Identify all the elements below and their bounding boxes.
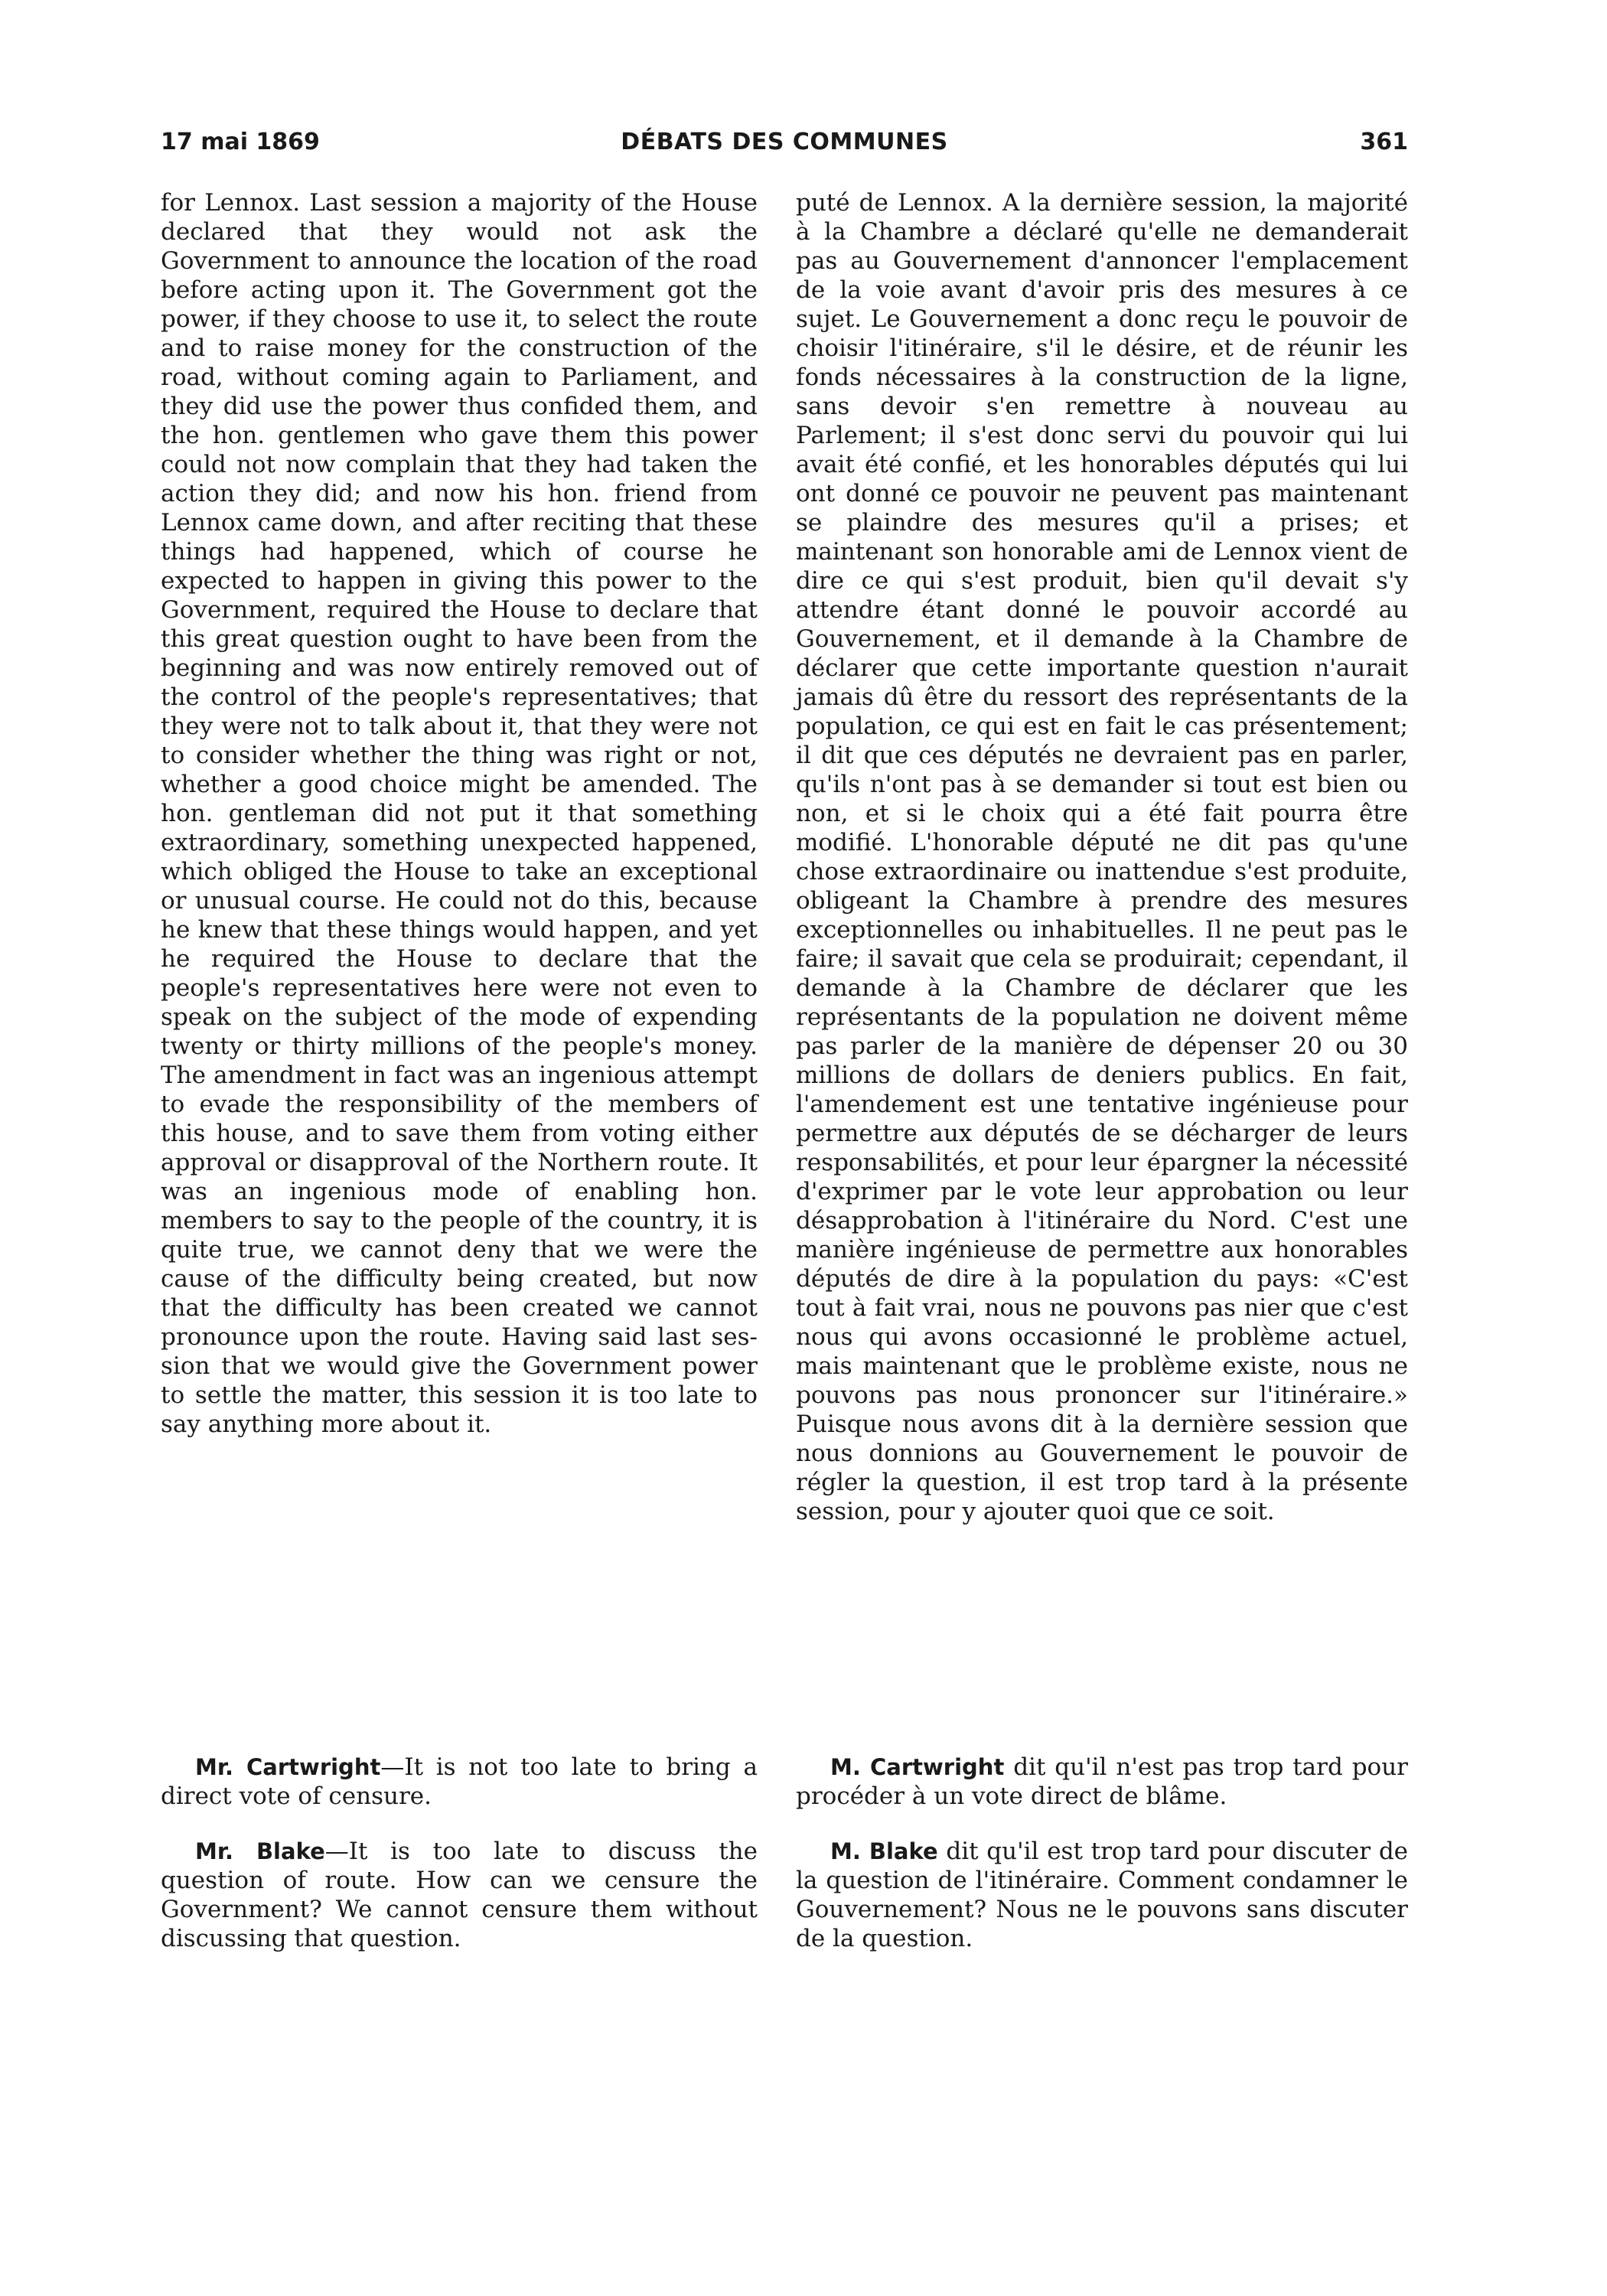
- speaker-name: Mr. Blake: [195, 1838, 325, 1864]
- page-number: 361: [1360, 129, 1408, 155]
- english-speech-blake: [161, 1837, 758, 1953]
- header-date: 17 mai 1869: [161, 129, 320, 155]
- speech-text: dit qu'il n'est pas trop tard pour procéder à un vote direct de blâme.: [796, 1753, 1409, 1810]
- speaker-name: Mr. Cartwright: [195, 1754, 381, 1780]
- french-column: [796, 188, 1408, 1526]
- french-speech-blake: [796, 1837, 1408, 1953]
- speaker-name: M. Blake: [830, 1838, 938, 1864]
- speech-text: —It is too late to discuss the question of route. How can we censure the Government? We cannot censure them without discussing that question.: [161, 1838, 758, 1952]
- english-column: [161, 188, 758, 1439]
- french-speech-cartwright: [796, 1753, 1408, 1811]
- page-header: [161, 129, 1408, 162]
- speaker-name: M. Cartwright: [830, 1754, 1005, 1780]
- speech-text: dit qu'il est trop tard pour discuter de la question de l'itinéraire. Comment condamner le Gouvernement? Nous ne le pouvons sans discuter de la question.: [796, 1838, 1409, 1952]
- french-paragraph: puté de Lennox. A la dernière session, la majorité à la Chambre a déclaré qu'elle ne demanderait pas au Gouvernement d'annoncer l'emplacement de la voie avant d'avoir pris des mesures à ce sujet. Le Gouvernement a donc reçu le pouvoir de choisir l'itinéraire, s'il le désire, et de réunir les fonds nécessaires à la construction de la ligne, sans devoir s'en remettre à nouveau au Parlement; il s'est donc servi du pouvoir qui lui avait été confié, et les honorables députés qui lui ont donné ce pouvoir ne peuvent pas maintenant se plaindre des mesures qu'il a prises; et maintenant son honorable ami de Lennox vient de dire ce qui s'est produit, bien qu'il devait s'y attendre étant donné le pouvoir accordé au Gouvernement, et il demande à la Chambre de déclarer que cette importante question n'aurait jamais dû être du ressort des représentants de la population, ce qui est en fait le cas présentement; il dit que ces députés ne devraient pas en parler, qu'ils n'ont pas à se demander si tout est bien ou non, et si le choix qui a été fait pourra être modifié. L'honorable député ne dit pas qu'une chose extraordinaire ou inattendue s'est produite, obligeant la Chambre à prendre des mesures exceptionnelles ou inhabituelles. Il ne peut pas le faire; il savait que cela se produirait; cependant, il demande à la Chambre de déclarer que les représentants de la population ne doivent même pas parler de la manière de dépenser 20 ou 30 millions de dollars de deniers publics. En fait, l'amendement est une tentative ingénieuse pour permettre aux députés de se décharger de leurs responsabilités, et pour leur épargner la nécessité d'exprimer par le vote leur approbation ou leur désapprobation à l'itinéraire du Nord. C'est une manière ingénieuse de permettre aux honorables députés de dire à la population du pays: «C'est tout à fait vrai, nous ne pouvons pas nier que c'est nous qui avons occasionné le problème actuel, mais maintenant que le problème existe, nous ne pouvons pas nous prononcer sur l'itinéraire.» Puisque nous avons dit à la dernière session que nous donnions au Gouvernement le pouvoir de régler la question, il est trop tard à la présente session, pour y ajouter quoi que ce soit.: [796, 189, 1408, 1525]
- header-title: DÉBATS DES COMMUNES: [621, 129, 948, 155]
- english-speech-cartwright: [161, 1753, 758, 1811]
- speech-text: —It is not too late to bring a direct vote of censure.: [161, 1753, 758, 1810]
- english-paragraph: for Lennox. Last session a majority of the House declared that they would not ask the Government to announce the location of the road before acting upon it. The Government got the power, if they choose to use it, to select the route and to raise money for the construction of the road, without coming again to Parliament, and they did use the power thus confided them, and the hon. gentlemen who gave them this power could not now complain that they had taken the action they did; and now his hon. friend from Lennox came down, and after reciting that these things had happened, which of course he expected to happen in giving this power to the Government, required the House to declare that this great question ought to have been from the beginning and was now entirely removed out of the control of the people's representatives; that they were not to talk about it, that they were not to consider whether the thing was right or not, whether a good choice might be amended. The hon. gentleman did not put it that something extraordinary, something unexpected happened, which obliged the House to take an exceptional or unusual course. He could not do this, because he knew that these things would happen, and yet he required the House to declare that the people's representatives here were not even to speak on the subject of the mode of expending twenty or thirty millions of the people's money. The amendment in fact was an ingenious attempt to evade the responsibility of the members of this house, and to save them from voting either approval or disapproval of the Northern route. It was an ingenious mode of enabling hon. members to say to the people of the country, it is quite true, we cannot deny that we were the cause of the difficulty being created, but now that the difficulty has been created we cannot pronounce upon the route. Having said last session that we would give the Government power to settle the matter, this session it is too late to say anything more about it.: [161, 189, 758, 1438]
